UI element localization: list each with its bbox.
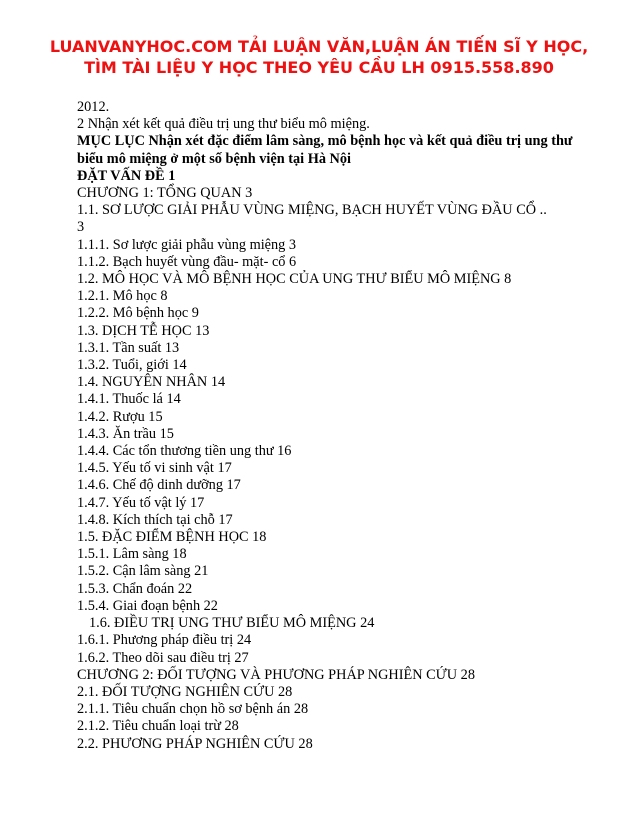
toc-entry: 1.2.1. Mô học 8 [77,288,168,305]
toc-entry: 1.4.7. Yếu tố vật lý 17 [77,494,205,511]
toc-entry: 1.4.5. Yếu tố vi sinh vật 17 [77,460,232,477]
toc-entry: 1.1.1. Sơ lược giải phẫu vùng miệng 3 [77,236,297,253]
site-header-banner [0,36,638,78]
toc-entry: 1.2. MÔ HỌC VÀ MÔ BỆNH HỌC CỦA UNG THƯ BIỂU MÔ MIỆNG 8 [77,271,512,288]
toc-entry: 2.2. PHƯƠNG PHÁP NGHIÊN CỨU 28 [77,735,313,752]
toc-entry: 1.5.4. Giai đoạn bệnh 22 [77,597,218,614]
toc-entry: 1.5. ĐẶC ĐIỂM BỆNH HỌC 18 [77,529,267,546]
toc-entry: 1.3.2. Tuổi, giới 14 [77,357,187,374]
toc-entry: 1.5.2. Cận lâm sàng 21 [77,563,209,580]
toc-entry: 1.4. NGUYÊN NHÂN 14 [77,374,226,391]
toc-entry: 1.4.4. Các tổn thương tiền ung thư 16 [77,443,292,460]
toc-title: MỤC LỤC Nhận xét đặc điểm lâm sàng, mô bệnh học và kết quả điều trị ung thư biểu mô miệng ở một số bệnh viện tại Hà Nội [77,133,573,167]
toc-entry: 1.4.1. Thuốc lá 14 [77,391,181,408]
toc-entry: 1.6.1. Phương pháp điều trị 24 [77,632,252,649]
toc-entry: 2.1.2. Tiêu chuẩn loại trừ 28 [77,718,239,735]
table-of-contents [77,99,577,753]
toc-entry: 1.6.2. Theo dõi sau điều trị 27 [77,649,249,666]
header-line-1: LUANVANYHOC.COM TẢI LUẬN VĂN,LUẬN ÁN TIẾN SĨ Y HỌC, [49,37,589,56]
toc-entry: 1.3. DỊCH TỄ HỌC 13 [77,322,210,339]
toc-entry: 1.4.3. Ăn trầu 15 [77,425,174,442]
toc-entry: 1.6. ĐIỀU TRỊ UNG THƯ BIỂU MÔ MIỆNG 24 [89,615,375,632]
toc-entry: 2.1. ĐỐI TƯỢNG NGHIÊN CỨU 28 [77,683,293,700]
text-line: 2 Nhận xét kết quả điều trị ung thư biểu mô miệng. [77,116,370,133]
toc-entry: 1.5.1. Lâm sàng 18 [77,546,187,563]
toc-entry: CHƯƠNG 2: ĐỐI TƯỢNG VÀ PHƯƠNG PHÁP NGHIÊN CỨU 28 [77,666,475,683]
toc-entry: CHƯƠNG 1: TỔNG QUAN 3 [77,185,253,202]
text-line: 2012. [77,99,110,115]
toc-entry: 2.1.1. Tiêu chuẩn chọn hồ sơ bệnh án 28 [77,701,309,718]
toc-entry: 1.5.3. Chẩn đoán 22 [77,580,193,597]
toc-entry: 1.1.2. Bạch huyết vùng đầu- mặt- cổ 6 [77,253,297,270]
toc-entry: 1.4.8. Kích thích tại chỗ 17 [77,511,233,528]
toc-entry: 1.4.2. Rượu 15 [77,408,163,425]
toc-entry: 1.4.6. Chế độ dinh dưỡng 17 [77,477,241,494]
header-line-2: TÌM TÀI LIỆU Y HỌC THEO YÊU CẦU LH 0915.558.890 [84,58,554,77]
toc-entry-page: 3 [77,219,85,236]
toc-entry: 1.3.1. Tần suất 13 [77,339,180,356]
toc-entry: 1.2.2. Mô bệnh học 9 [77,305,199,322]
toc-entry-intro: ĐẶT VẤN ĐỀ 1 [77,167,176,184]
toc-entry: 1.1. SƠ LƯỢC GIẢI PHẪU VÙNG MIỆNG, BẠCH HUYẾT VÙNG ĐẦU CỔ .. [77,202,547,219]
